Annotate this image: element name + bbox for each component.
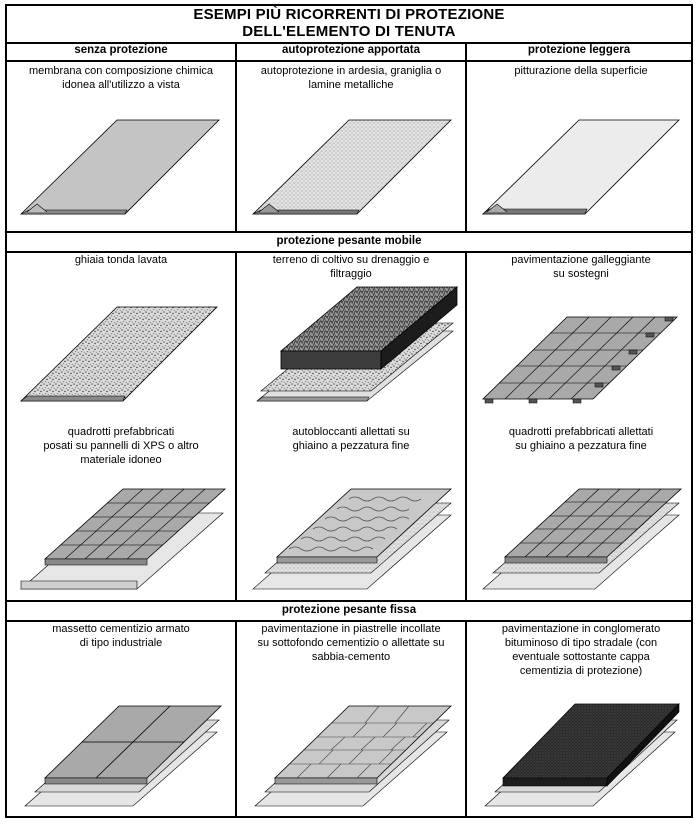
caption: autoprotezione in ardesia, graniglia o lamine metalliche <box>260 65 442 91</box>
caption: pavimentazione in piastrelle incollate su sottofondo cementizio o allettate su sabbia-cemento <box>257 623 445 663</box>
tiles-on-gravel-illustration <box>467 423 691 600</box>
raised-floor-illustration <box>467 251 691 421</box>
section-header-mobile <box>7 231 691 253</box>
ceramic-tiles-illustration <box>237 620 465 816</box>
cell-autobloccanti <box>237 423 465 600</box>
caption: autobloccanti allettati su ghiaino a pezzatura fine <box>292 426 410 452</box>
section-title-mobile: protezione pesante mobile <box>276 235 422 247</box>
comparison-table <box>5 4 693 818</box>
cell-ardesia <box>237 62 465 231</box>
section-header-fissa <box>7 600 691 622</box>
interlocking-pavers-illustration <box>237 423 465 600</box>
cell-pitturazione <box>467 62 695 231</box>
caption: quadrotti prefabbricati allettati su ghiaino a pezzatura fine <box>508 426 654 452</box>
column-header-autoprotezione: autoprotezione apportata <box>281 44 420 56</box>
section-title-fissa: protezione pesante fissa <box>281 604 417 616</box>
column-header-senza: senza protezione <box>74 44 168 56</box>
caption: massetto cementizio armato di tipo industriale <box>52 623 190 649</box>
asphalt-illustration <box>467 620 691 816</box>
column-header-leggera: protezione leggera <box>527 44 631 56</box>
cell-membrana <box>7 62 235 231</box>
cell-terreno <box>237 251 465 421</box>
cell-quadrotti-ghiaino <box>467 423 695 600</box>
caption: pavimentazione in conglomerato bituminoso di tipo stradale (con eventuale sottostante cappa cementizia di protezione) <box>501 623 661 677</box>
page-title <box>7 6 691 44</box>
title-line-2: DELL'ELEMENTO DI TENUTA <box>242 23 456 40</box>
gravel-illustration <box>7 251 235 421</box>
cell-massetto <box>7 620 235 816</box>
cell-ghiaia <box>7 251 235 421</box>
membrane-illustration <box>7 62 235 231</box>
caption: membrana con composizione chimica idonea all'utilizzo a vista <box>28 65 214 91</box>
cell-quadrotti-xps <box>7 423 235 600</box>
slate-illustration <box>237 62 465 231</box>
caption: terreno di coltivo su drenaggio e filtraggio <box>272 254 430 280</box>
caption: quadrotti prefabbricati posati su pannelli di XPS o altro materiale idoneo <box>43 426 199 466</box>
column-header-row <box>7 42 691 62</box>
caption: pavimentazione galleggiante su sostegni <box>511 254 651 280</box>
caption: ghiaia tonda lavata <box>74 254 168 266</box>
caption: pitturazione della superficie <box>514 65 648 77</box>
cell-conglomerato <box>467 620 695 816</box>
tiles-on-xps-illustration <box>7 423 235 600</box>
paint-illustration <box>467 62 691 231</box>
green-roof-illustration <box>237 251 465 421</box>
screed-illustration <box>7 620 235 816</box>
cell-galleggiante <box>467 251 695 421</box>
cell-piastrelle <box>237 620 465 816</box>
title-line-1: ESEMPI PIÙ RICORRENTI DI PROTEZIONE <box>193 6 505 23</box>
